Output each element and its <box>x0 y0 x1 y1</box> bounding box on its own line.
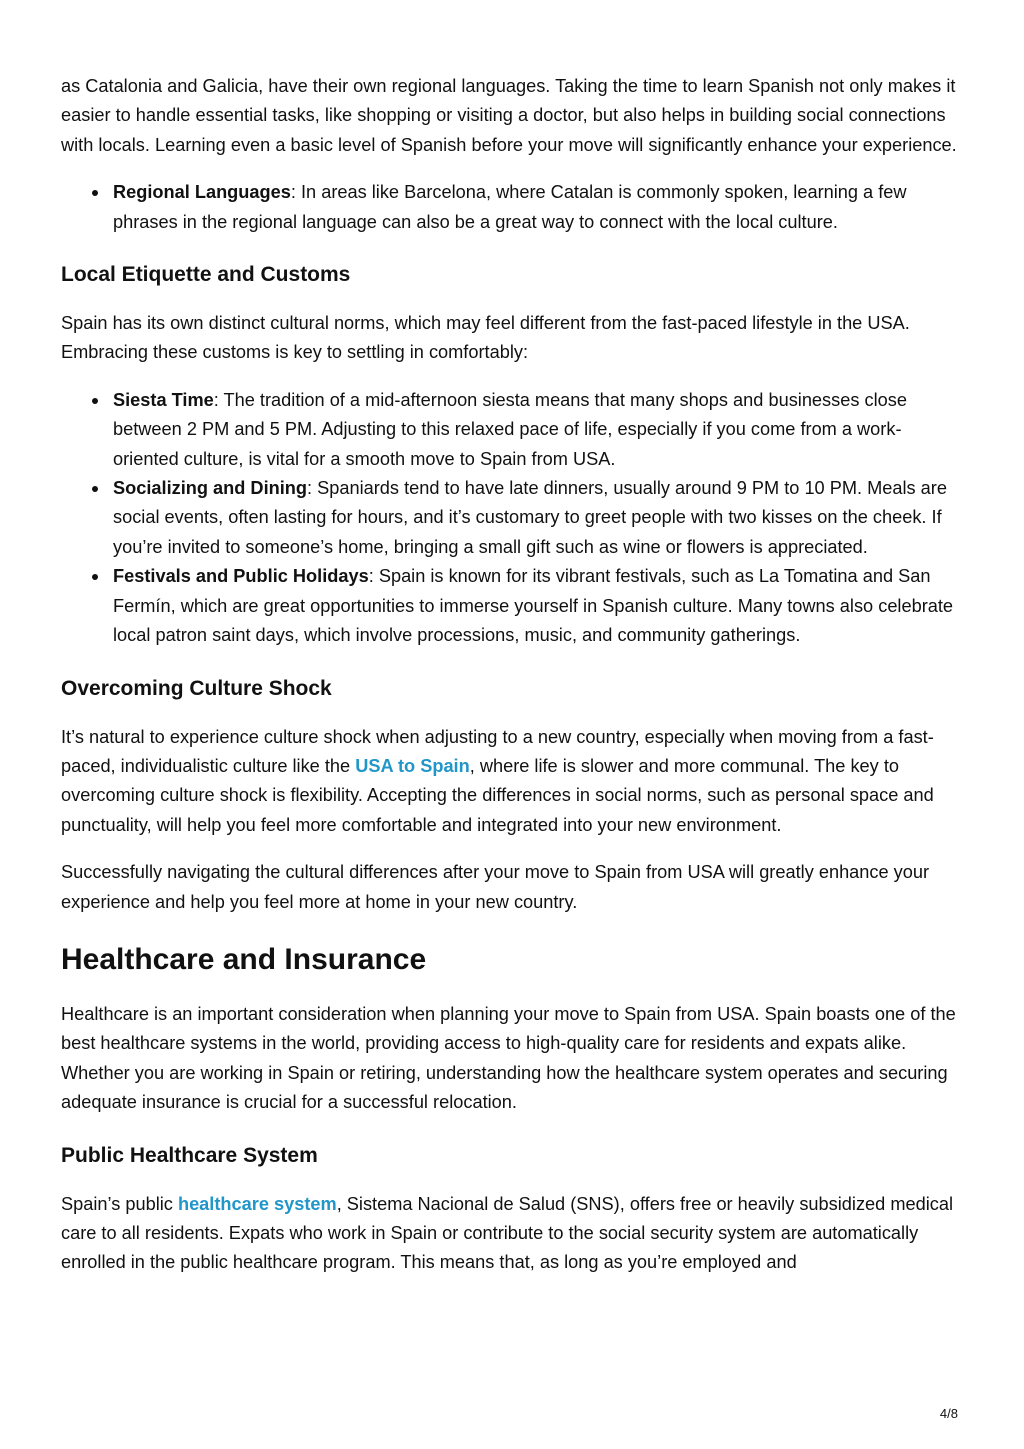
list-item-text: : Spain is known for its vibrant festivals, such as La Tomatina and San Fermín, which are great opportunities to immerse yourself in Spanish culture. Many towns also celebrate local patron saint days, which involve processions, music, and community gatherings. <box>113 566 954 646</box>
culture-shock-heading: Overcoming Culture Shock <box>61 676 332 700</box>
etiquette-heading: Local Etiquette and Customs <box>61 263 351 287</box>
intro-paragraph: as Catalonia and Galicia, have their own regional languages. Taking the time to learn Spanish not only makes it easier to handle essential tasks, like shopping or visiting a doctor, but also helps in building social connections with locals. Learning even a basic level of Spanish before your move will significantly enhance your experience. <box>61 76 957 155</box>
regional-languages-list <box>61 178 967 237</box>
list-item-text: : The tradition of a mid-afternoon siesta means that many shops and businesses close between 2 PM and 5 PM. Adjusting to this relaxed pace of life, especially if you come from a work-oriented culture, is vital for a smooth move to Spain from USA. <box>113 389 907 469</box>
list-item <box>113 386 967 474</box>
healthcare-system-link[interactable]: healthcare system <box>177 1193 337 1214</box>
public-healthcare-paragraph: Spain’s public healthcare system, Sistema Nacional de Salud (SNS), offers free or heavily subsidized medical care to all residents. Expats who work in Spain or contribute to the social security system are automatically enrolled in the public healthcare program. This means that, as long as you’re employed and <box>61 1193 953 1273</box>
list-item <box>113 562 967 650</box>
list-item <box>113 474 967 562</box>
list-item-term: Festivals and Public Holidays <box>113 566 369 587</box>
list-item <box>113 178 967 237</box>
article-body <box>61 72 967 1278</box>
list-item-term: Siesta Time <box>113 389 214 410</box>
etiquette-intro: Spain has its own distinct cultural norms, which may feel different from the fast-paced lifestyle in the USA. Embracing these customs is key to settling in comfortably: <box>61 313 910 363</box>
culture-shock-paragraph: It’s natural to experience culture shock when adjusting to a new country, especially when moving from a fast-paced, individualistic culture like the USA to Spain, where life is slower and more communal. The key to overcoming culture shock is flexibility. Accepting the differences in social norms, such as personal space and punctuality, will help you feel more comfortable and integrated into your new environment. <box>61 726 934 835</box>
culture-summary-paragraph: Successfully navigating the cultural differences after your move to Spain from USA will greatly enhance your experience and help you feel more at home in your new country. <box>61 862 930 912</box>
healthcare-heading: Healthcare and Insurance <box>61 942 427 976</box>
healthcare-intro: Healthcare is an important consideration when planning your move to Spain from USA. Spain boasts one of the best healthcare systems in the world, providing access to high-quality care for residents and expats alike. Whether you are working in Spain or retiring, understanding how the healthcare system operates and securing adequate insurance is crucial for a successful relocation. <box>61 1003 956 1113</box>
list-item-text: : In areas like Barcelona, where Catalan is commonly spoken, learning a few phrases in the regional language can also be a great way to connect with the local culture. <box>113 182 907 232</box>
usa-to-spain-link[interactable]: USA to Spain <box>355 755 470 776</box>
list-item-term: Regional Languages <box>113 182 291 203</box>
page-number: 4/8 <box>939 1406 958 1421</box>
etiquette-list <box>61 386 967 651</box>
list-item-text: : Spaniards tend to have late dinners, usually around 9 PM to 10 PM. Meals are social events, often lasting for hours, and it’s customary to greet people with two kisses on the cheek. If you’re invited to someone’s home, bringing a small gift such as wine or flowers is appreciated. <box>113 478 947 557</box>
list-item-term: Socializing and Dining <box>113 478 308 499</box>
public-healthcare-heading: Public Healthcare System <box>61 1143 318 1167</box>
